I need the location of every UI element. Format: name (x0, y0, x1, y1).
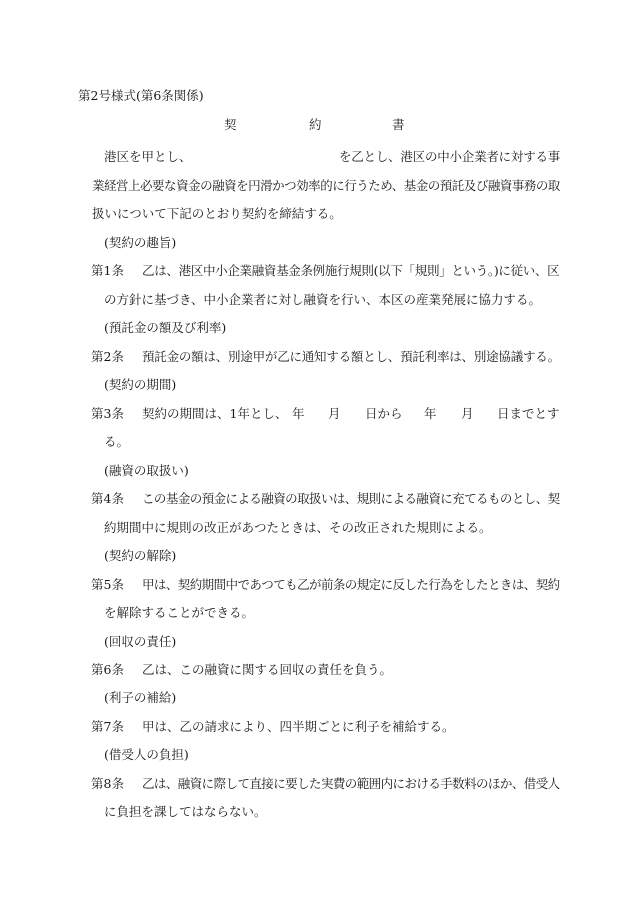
article-text: 甲は、乙の請求により、四半期ごとに利子を補給する。 (142, 719, 455, 734)
title-char: 約 (309, 117, 322, 132)
date-month-label: 月 (461, 406, 474, 421)
article-number: 第6条 (91, 662, 124, 677)
date-day-label: 日までとす (497, 406, 560, 421)
article-text: 契約の期間は、1年とし、 (142, 406, 288, 421)
article-heading: (回収の責任) (104, 634, 177, 649)
article-number: 第2条 (91, 349, 124, 364)
article-text: この基金の預金による融資の取扱いは、規則による融資に充てるものとし、契 (142, 491, 560, 506)
form-label: 第2号様式(第6条関係) (78, 88, 204, 103)
date-day-label: 日から (365, 406, 403, 421)
date-year-label: 年 (424, 406, 437, 421)
article-heading: (契約の期間) (104, 377, 177, 392)
article-text: の方針に基づき、中小企業者に対し融資を行い、本区の産業発展に協力する。 (104, 292, 542, 307)
date-month-label: 月 (328, 406, 341, 421)
article-text: 甲は、契約期間中であつても乙が前条の規定に反した行為をしたときは、契約 (142, 577, 560, 592)
article-text: に負担を課してはならない。 (104, 804, 267, 819)
article-heading: (預託金の額及び利率) (104, 320, 227, 335)
article-number: 第5条 (91, 577, 124, 592)
article-text: る。 (104, 434, 130, 449)
article-heading: (契約の趣旨) (104, 235, 177, 250)
article-heading: (融資の取扱い) (104, 463, 189, 478)
article-text: 乙は、この融資に関する回収の責任を負う。 (142, 662, 393, 677)
article-number: 第1条 (91, 263, 124, 278)
article-heading: (借受人の負担) (104, 747, 189, 762)
preamble-text: 扱いについて下記のとおり契約を締結する。 (92, 206, 342, 221)
article-number: 第3条 (91, 406, 124, 421)
preamble-text: 港区を甲とし、 (104, 149, 192, 164)
title-char: 書 (392, 117, 405, 132)
preamble-text: を乙とし、港区の中小企業者に対する事 (339, 149, 561, 164)
article-text: 乙は、港区中小企業融資基金条例施行規則(以下「規則」という。)に従い、区 (142, 263, 560, 278)
title-char: 契 (224, 117, 237, 132)
article-number: 第4条 (91, 491, 124, 506)
article-text: 約期間中に規則の改正があつたときは、その改正された規則による。 (104, 520, 492, 535)
preamble-text: 業経営上必要な資金の融資を円滑かつ効率的に行うため、基金の預託及び融資事務の取 (92, 178, 560, 193)
article-heading: (契約の解除) (104, 548, 177, 563)
article-heading: (利子の補給) (104, 690, 177, 705)
article-text: 乙は、融資に際して直接に要した実費の範囲内における手数料のほか、借受人 (142, 776, 560, 791)
date-year-label: 年 (292, 406, 305, 421)
article-text: を解除することができる。 (104, 605, 255, 620)
article-number: 第7条 (91, 719, 124, 734)
article-text: 預託金の額は、別途甲が乙に通知する額とし、預託利率は、別途協議する。 (142, 349, 560, 364)
article-number: 第8条 (91, 776, 124, 791)
